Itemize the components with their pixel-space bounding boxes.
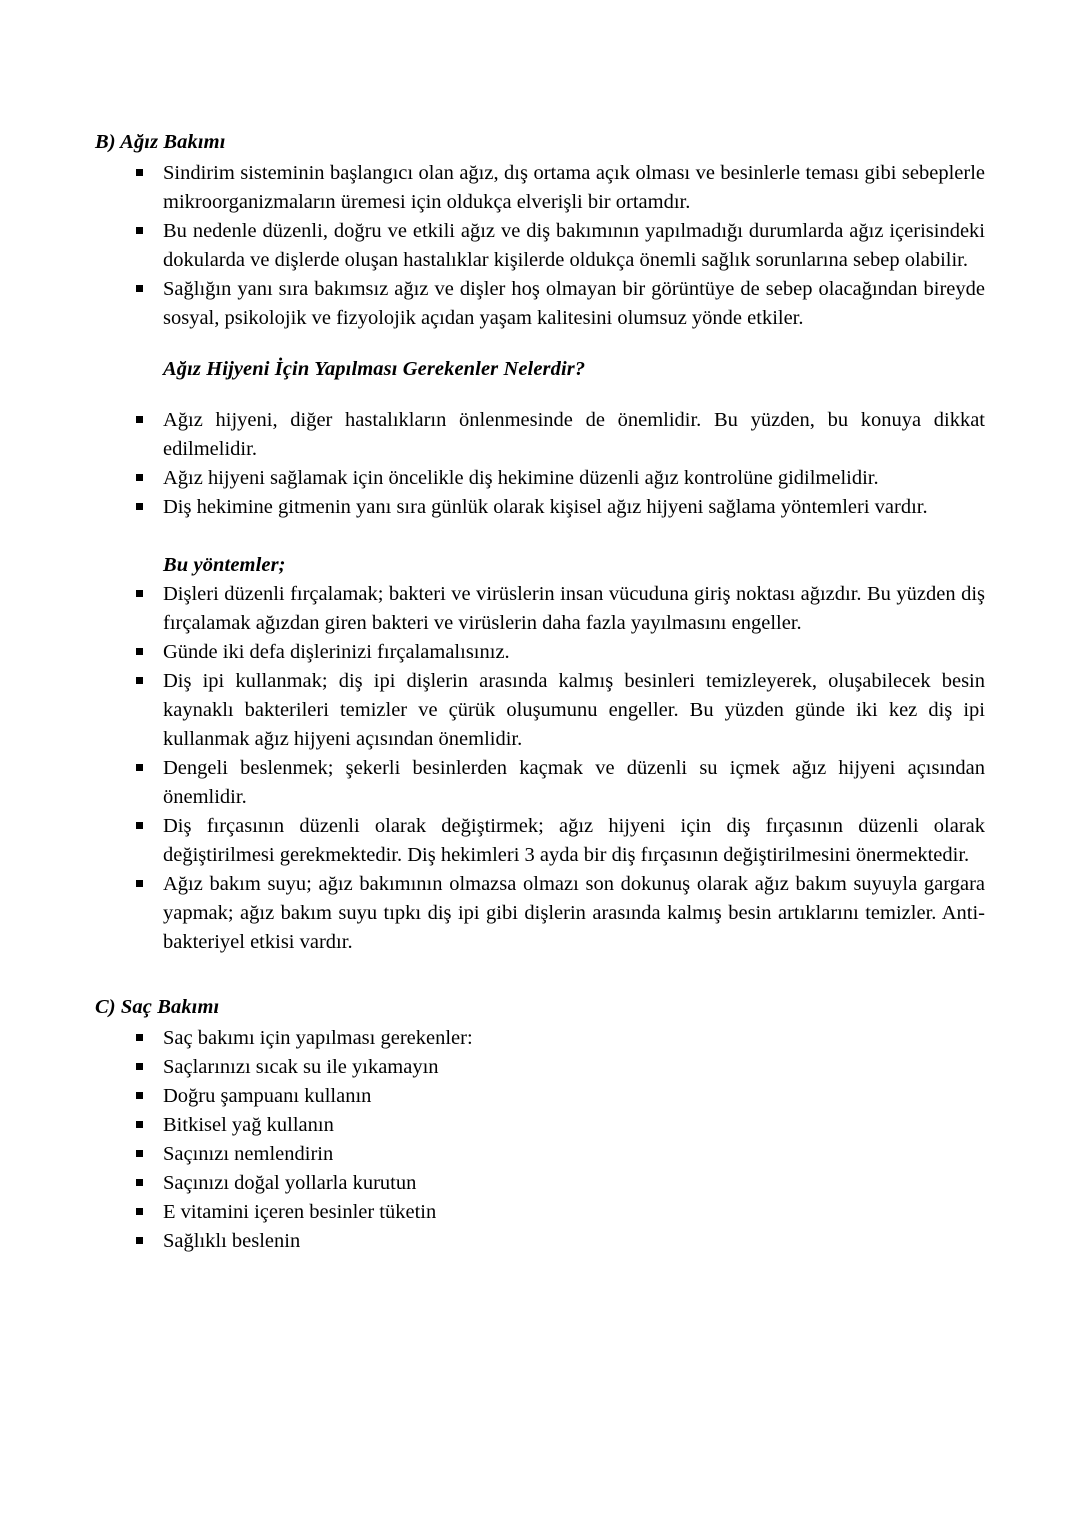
list-item-text: Dengeli beslenmek; şekerli besinlerden kaçmak ve düzenli su içmek ağız hijyeni açısından önemlidir. (163, 757, 985, 808)
bullet-list-agiz-hijyeni (95, 406, 985, 522)
list-item (95, 493, 985, 522)
square-bullet-icon (136, 1179, 143, 1186)
square-bullet-icon (136, 822, 143, 829)
square-bullet-icon (136, 677, 143, 684)
square-bullet-icon (136, 1034, 143, 1041)
square-bullet-icon (136, 285, 143, 292)
list-item-text: Sindirim sisteminin başlangıcı olan ağız, dış ortama açık olması ve besinlerle teması gibi sebeplerle mikroorganizmaların üremesi için oldukça elverişli bir ortamdır. (163, 162, 985, 213)
list-item-text: Saç bakımı için yapılması gerekenler: (163, 1027, 473, 1049)
list-item (95, 1169, 985, 1198)
list-item-text: Sağlıklı beslenin (163, 1230, 301, 1252)
list-item (95, 812, 985, 870)
list-item-text: Diş hekimine gitmenin yanı sıra günlük olarak kişisel ağız hijyeni sağlama yöntemleri vardır. (163, 496, 928, 518)
spacer (95, 522, 985, 551)
list-item (95, 217, 985, 275)
list-item-text: Saçınızı doğal yollarla kurutun (163, 1172, 417, 1194)
square-bullet-icon (136, 590, 143, 597)
square-bullet-icon (136, 227, 143, 234)
bullet-list-bu-yontemler (95, 580, 985, 957)
list-item-text: Saçlarınızı sıcak su ile yıkamayın (163, 1056, 439, 1078)
section-heading-agiz-bakimi: B) Ağız Bakımı (95, 131, 226, 153)
list-item (95, 667, 985, 754)
list-item (95, 870, 985, 957)
list-item-text: Ağız bakım suyu; ağız bakımının olmazsa olmazı son dokunuş olarak ağız bakım suyuyla gargara yapmak; ağız bakım suyu tıpkı diş ipi gibi dişlerin arasında kalmış besin artıklarını temizler. Anti-bakteriyel etkisi vardır. (163, 873, 985, 953)
list-item-text: Ağız hijyeni sağlamak için öncelikle diş hekimine düzenli ağız kontrolüne gidilmelidir. (163, 467, 879, 489)
square-bullet-icon (136, 1208, 143, 1215)
square-bullet-icon (136, 648, 143, 655)
square-bullet-icon (136, 169, 143, 176)
list-item (95, 275, 985, 333)
list-item (95, 464, 985, 493)
document-body (95, 128, 985, 1256)
list-item (95, 1053, 985, 1082)
list-item (95, 1198, 985, 1227)
list-item-text: Saçınızı nemlendirin (163, 1143, 334, 1165)
list-item (95, 406, 985, 464)
subheading-bu-yontemler: Bu yöntemler; (163, 554, 286, 576)
section-heading-sac-bakimi: C) Saç Bakımı (95, 996, 220, 1018)
list-item-text: Sağlığın yanı sıra bakımsız ağız ve dişler hoş olmayan bir görüntüye de sebep olacağından bireyde sosyal, psikolojik ve fizyolojik açıdan yaşam kalitesini olumsuz yönde etkiler. (163, 278, 985, 329)
list-item-text: Bu nedenle düzenli, doğru ve etkili ağız ve diş bakımının yapılmadığı durumlarda ağız içerisindeki dokularda ve dişlerde oluşan hastalıklar kişilerde oldukça önemli sağlık sorunlarına sebep olabilir. (163, 220, 985, 271)
list-item (95, 580, 985, 638)
list-item-text: Diş fırçasının düzenli olarak değiştirmek; ağız hijyeni için diş fırçasının düzenli olarak değiştirilmesi gerekmektedir. Diş hekimleri 3 ayda bir diş fırçasının değiştirilmesini önermektedir. (163, 815, 985, 866)
spacer (95, 333, 985, 355)
square-bullet-icon (136, 1237, 143, 1244)
square-bullet-icon (136, 1150, 143, 1157)
list-item (95, 754, 985, 812)
square-bullet-icon (136, 416, 143, 423)
spacer (95, 957, 985, 993)
list-item-text: Ağız hijyeni, diğer hastalıkların önlenmesinde de önemlidir. Bu yüzden, bu konuya dikkat edilmelidir. (163, 409, 985, 460)
list-item (95, 1082, 985, 1111)
bullet-list-agiz-bakimi (95, 159, 985, 333)
list-item (95, 1024, 985, 1053)
square-bullet-icon (136, 474, 143, 481)
square-bullet-icon (136, 1063, 143, 1070)
list-item-text: Diş ipi kullanmak; diş ipi dişlerin arasında kalmış besinleri temizleyerek, oluşabilecek besin kaynaklı bakterileri temizler ve çürük oluşumunu engeller. Bu yüzden günde iki kez diş ipi kullanmak ağız hijyeni açısından önemlidir. (163, 670, 985, 750)
list-item-text: Bitkisel yağ kullanın (163, 1114, 334, 1136)
list-item-text: E vitamini içeren besinler tüketin (163, 1201, 437, 1223)
list-item-text: Doğru şampuanı kullanın (163, 1085, 372, 1107)
list-item (95, 159, 985, 217)
list-item (95, 1111, 985, 1140)
square-bullet-icon (136, 1121, 143, 1128)
list-item (95, 1140, 985, 1169)
list-item (95, 1227, 985, 1256)
subheading-agiz-hijyeni: Ağız Hijyeni İçin Yapılması Gerekenler Nelerdir? (163, 358, 586, 380)
square-bullet-icon (136, 1092, 143, 1099)
bullet-list-sac-bakimi (95, 1024, 985, 1256)
list-item (95, 638, 985, 667)
list-item-text: Günde iki defa dişlerinizi fırçalamalısınız. (163, 641, 510, 663)
spacer (95, 384, 985, 406)
list-item-text: Dişleri düzenli fırçalamak; bakteri ve virüslerin insan vücuduna giriş noktası ağızdır. Bu yüzden diş fırçalamak ağızdan giren bakteri ve virüslerin daha fazla yayılmasını engeller. (163, 583, 985, 634)
square-bullet-icon (136, 764, 143, 771)
square-bullet-icon (136, 503, 143, 510)
square-bullet-icon (136, 880, 143, 887)
